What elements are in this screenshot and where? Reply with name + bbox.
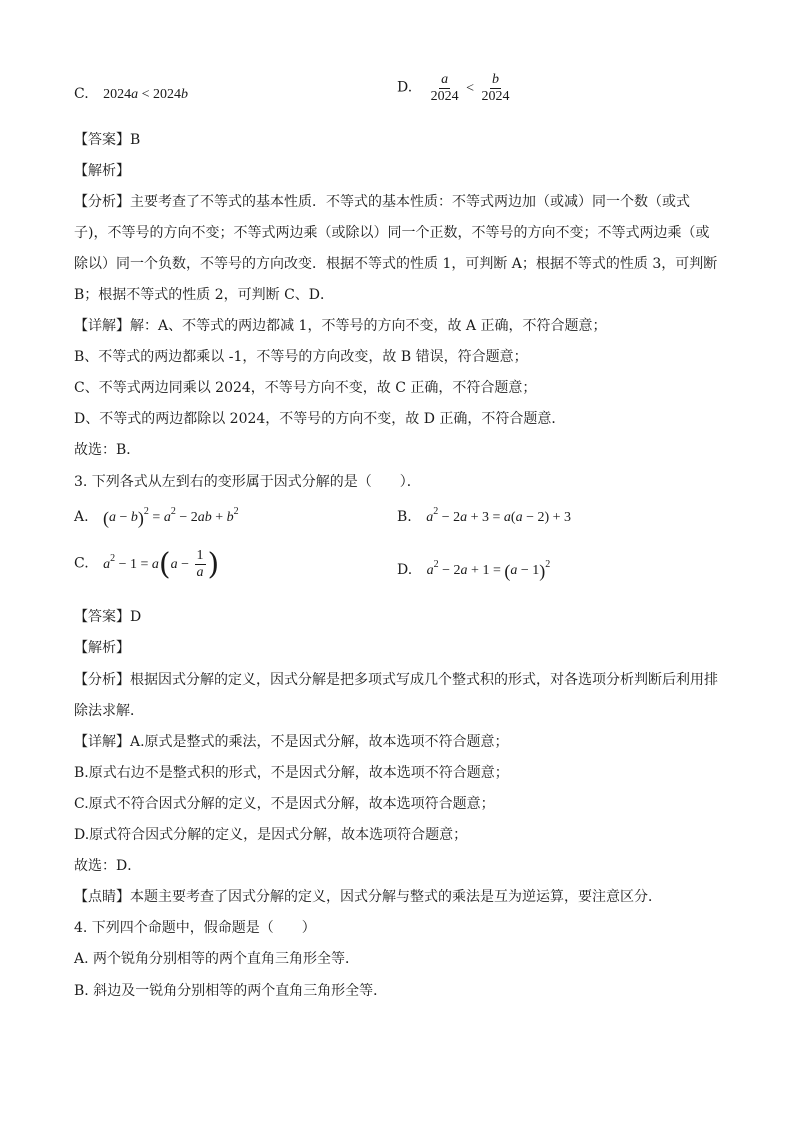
q2-answer: 【答案】B [74, 132, 141, 148]
option-letter: C. [74, 86, 89, 102]
q3-option-b [397, 507, 571, 528]
q4-stem: 4. 下列四个命题中，假命题是（ ） [74, 920, 316, 936]
q4-option-b: B. 斜边及一锐角分别相等的两个直角三角形全等． [74, 983, 388, 999]
option-c-expression: $a^2 - 1 = a(a$ − $\frac{1}{a}$ ) [103, 546, 220, 582]
q2-fenxi-line: 【分析】主要考查了不等式的基本性质．不等式的基本性质：不等式两边加（或减）同一个数（或式 [74, 194, 690, 210]
option-c-expression: 2024a < 2024b [103, 87, 189, 102]
option-d-expression: $\frac{a}{2024}$ < $\frac{b}{2024}$ [430, 72, 510, 104]
q3-xiangjie-line: 【详解】A.原式是整式的乘法，不是因式分解，故本选项不符合题意； [74, 734, 509, 750]
fraction-one-over-a: $\frac{1}{a}$ [196, 548, 204, 580]
option-letter: D. [397, 79, 413, 96]
q2-fenxi-line: 除以）同一个负数，不等号的方向改变．根据不等式的性质 1，可判断 A；根据不等式的性质 3，可判断 [74, 256, 718, 272]
q3-xiangjie-line: C.原式不符合因式分解的定义，不是因式分解，故本选项符合题意； [74, 796, 495, 812]
q3-option-d [397, 560, 550, 581]
q3-xiangjie-line: D.原式符合因式分解的定义，是因式分解，故本选项符合题意； [74, 827, 468, 843]
option-letter: D. [397, 562, 413, 578]
option-a-expression: $(a - b)^2 = a^2 - 2ab + b^2$ [103, 506, 239, 528]
q2-choose: 故选：B． [74, 442, 141, 458]
q3-option-a [74, 507, 239, 528]
q3-fenxi-line: 除法求解． [74, 703, 144, 719]
q3-choose: 故选：D． [74, 858, 142, 874]
q3-answer: 【答案】D [74, 609, 142, 625]
q2-option-c [74, 84, 188, 105]
q3-analysis-header: 【解析】 [74, 640, 130, 656]
q2-xiangjie-line: D、不等式的两边都除以 2024，不等号的方向不变，故 D 正确，不符合题意． [74, 411, 566, 427]
option-letter: A. [74, 509, 89, 525]
q2-xiangjie-line: 【详解】解：A、不等式的两边都减 1，不等号的方向不变，故 A 正确，不符合题意； [74, 318, 607, 334]
q3-dianjing: 【点睛】本题主要考查了因式分解的定义，因式分解与整式的乘法是互为逆运算，要注意区分． [74, 889, 662, 905]
q2-analysis-header: 【解析】 [74, 163, 130, 179]
q2-xiangjie-line: C、不等式两边同乘以 2024，不等号方向不变，故 C 正确，不符合题意； [74, 380, 537, 396]
q3-xiangjie-line: B.原式右边不是整式积的形式，不是因式分解，故本选项不符合题意； [74, 765, 509, 781]
option-letter: B. [397, 509, 412, 525]
q2-fenxi-line: B；根据不等式的性质 2，可判断 C、D． [74, 287, 335, 303]
fraction-a: $\frac{a}{2024}$ [430, 72, 459, 104]
q3-stem: 3. 下列各式从左到右的变形属于因式分解的是（ ）． [74, 474, 421, 490]
q2-fenxi-line: 子)，不等号的方向不变；不等式两边乘（或除以）同一个正数，不等号的方向不变；不等式两边乘（或 [74, 225, 710, 241]
q3-option-c [74, 548, 219, 581]
q4-option-a: A. 两个锐角分别相等的两个直角三角形全等． [74, 951, 360, 967]
option-b-expression: $a^2 - 2a + 3 = a(a - 2) + 3$ [426, 506, 572, 525]
option-letter: C. [74, 555, 89, 572]
q2-option-d [397, 72, 514, 105]
option-d-expression: $a^2 - 2a + 1 = (a - 1)^2$ [426, 559, 551, 581]
q2-xiangjie-line: B、不等式的两边都乘以 -1，不等号的方向改变，故 B 错误，符合题意； [74, 349, 528, 365]
fraction-b: $\frac{b}{2024}$ [481, 72, 510, 104]
q3-fenxi-line: 【分析】根据因式分解的定义，因式分解是把多项式写成几个整式积的形式，对各选项分析判断后利用排 [74, 672, 718, 688]
